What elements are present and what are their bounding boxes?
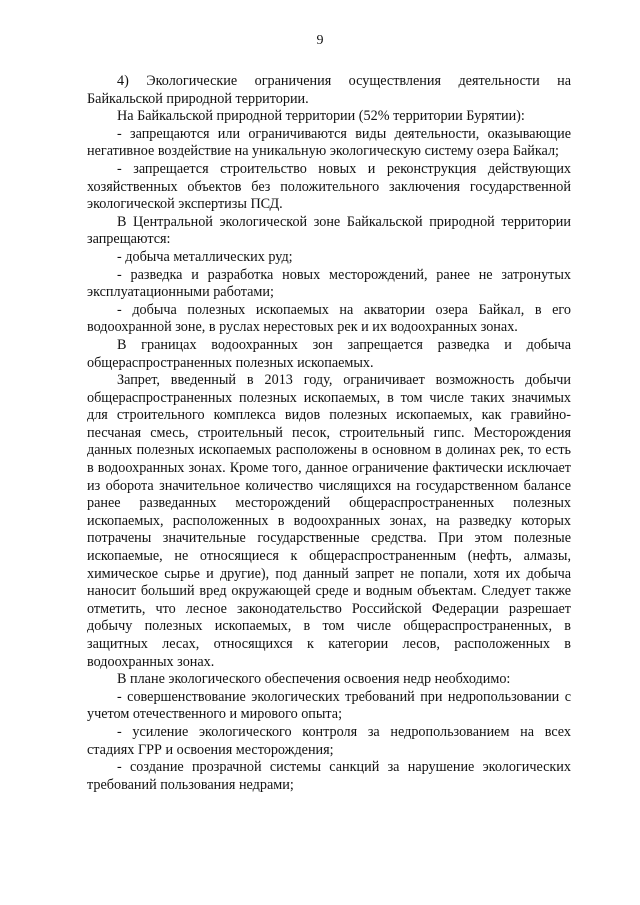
list-item: - добыча металлических руд;: [117, 248, 293, 265]
section-heading: 4) Экологические ограничения осуществления деятельности на Байкальской природной территории.: [87, 73, 571, 107]
page-number: 9: [316, 33, 324, 48]
list-item: - добыча полезных ископаемых на акватории озера Байкал, в его водоохранной зоне, в руслах нерестовых рек и их водоохранных зонах.: [87, 301, 571, 336]
paragraph: Запрет, введенный в 2013 году, ограничивает возможность добычи общераспространенных полезных ископаемых, в том числе таких значимых для строительного комплекса видов полезных ископаемых, как гравийно-песчаная смесь, строительный песок, строительный гипс. Месторождения данных полезных ископаемых расположены в основном в долинах рек, то есть в водоохранных зонах. Кроме того, данное ограничение фактически исключает из оборота значительное количество числящихся на государственном балансе ранее разведанных месторождений общераспространенных полезных ископаемых, расположенных в водоохранных зонах, на разведку которых потрачены значительные государственные средства. При этом полезные ископаемые, не относящиеся к общераспространенным (нефть, алмазы, химическое сырье и другие), под данный запрет не попали, хотя их добыча наносит больший вред окружающей среде и водным объектам. Следует также отметить, что лесное законодательство Российской Федерации разрешает добычу полезных ископаемых, в том числе общераспространенных, в защитных лесах, относящихся к категории лесов, расположенных в водоохранных зонах.: [87, 372, 571, 670]
paragraph: В плане экологического обеспечения освоения недр необходимо:: [117, 671, 511, 688]
list-item: - запрещается строительство новых и реконструкция действующих хозяйственных объектов без положительного заключения государственной экологической экспертизы ПСД.: [87, 160, 571, 213]
document-body: [87, 73, 571, 794]
paragraph: В границах водоохранных зон запрещается разведка и добыча общераспространенных полезных ископаемых.: [87, 336, 571, 371]
list-item: - создание прозрачной системы санкций за нарушение экологических требований пользования недрами;: [87, 759, 571, 793]
paragraph: На Байкальской природной территории (52% территории Бурятии):: [117, 108, 525, 125]
paragraph: В Центральной экологической зоне Байкальской природной территории запрещаются:: [87, 213, 571, 248]
list-item: - запрещаются или ограничиваются виды деятельности, оказывающие негативное воздействие на уникальную экологическую систему озера Байкал;: [87, 125, 571, 160]
list-item: - разведка и разработка новых месторождений, ранее не затронутых эксплуатационными работами;: [87, 266, 571, 301]
list-item: - усиление экологического контроля за недропользованием на всех стадиях ГРР и освоения месторождения;: [87, 723, 571, 758]
list-item: - совершенствование экологических требований при недропользовании с учетом отечественного и мирового опыта;: [87, 688, 571, 723]
